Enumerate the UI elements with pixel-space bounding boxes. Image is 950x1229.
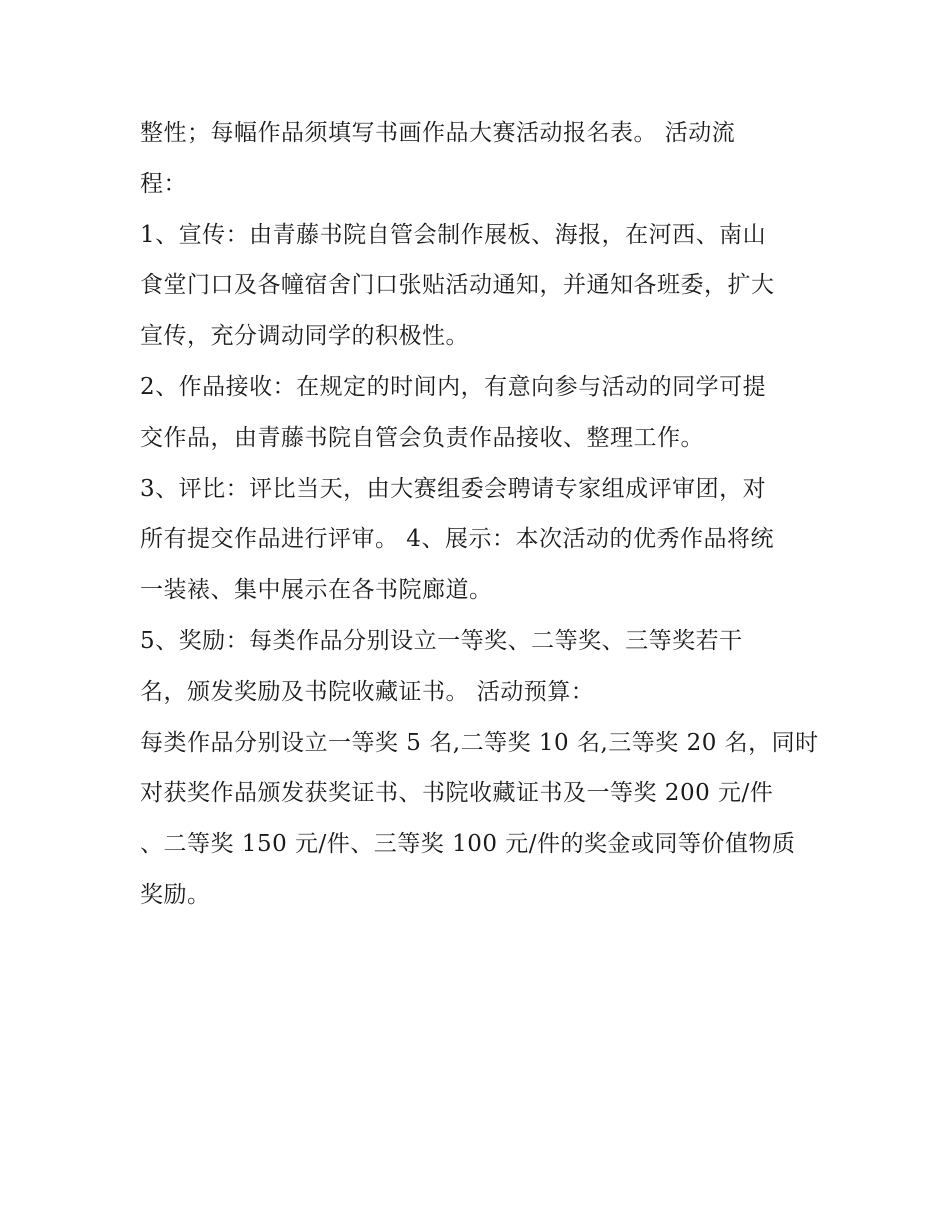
text-line: 每类作品分别设立一等奖 5 名,二等奖 10 名,三等奖 20 名，同时: [140, 729, 819, 756]
text-line: 1、宣传：由青藤书院自管会制作展板、海报，在河西、南山: [140, 221, 767, 248]
text-line: 对获奖作品颁发获奖证书、书院收藏证书及一等奖 200 元/件: [140, 780, 774, 807]
document-body: [140, 108, 830, 921]
text-line: 一装裱、集中展示在各书院廊道。: [140, 577, 493, 604]
text-line: 所有提交作品进行评审。 4、展示：本次活动的优秀作品将统: [140, 526, 774, 553]
text-line: 整性；每幅作品须填写书画作品大赛活动报名表。 活动流: [140, 120, 736, 146]
text-line: 5、奖励：每类作品分别设立一等奖、二等奖、三等奖若干: [140, 627, 743, 654]
text-line: 程：: [140, 170, 187, 197]
text-line: 、二等奖 150 元/件、三等奖 100 元/件的奖金或同等价值物质: [140, 831, 796, 858]
text-line: 奖励。: [140, 881, 211, 908]
text-line: 3、评比：评比当天，由大赛组委会聘请专家组成评审团，对: [140, 475, 767, 502]
text-line: 食堂门口及各幢宿舍门口张贴活动通知，并通知各班委，扩大: [140, 272, 775, 299]
text-line: 宣传，充分调动同学的积极性。: [140, 323, 469, 350]
text-line: 名，颁发奖励及书院收藏证书。 活动预算：: [140, 678, 595, 705]
text-line: 2、作品接收：在规定的时间内，有意向参与活动的同学可提: [140, 373, 767, 400]
text-line: 交作品，由青藤书院自管会负责作品接收、整理工作。: [140, 424, 704, 451]
